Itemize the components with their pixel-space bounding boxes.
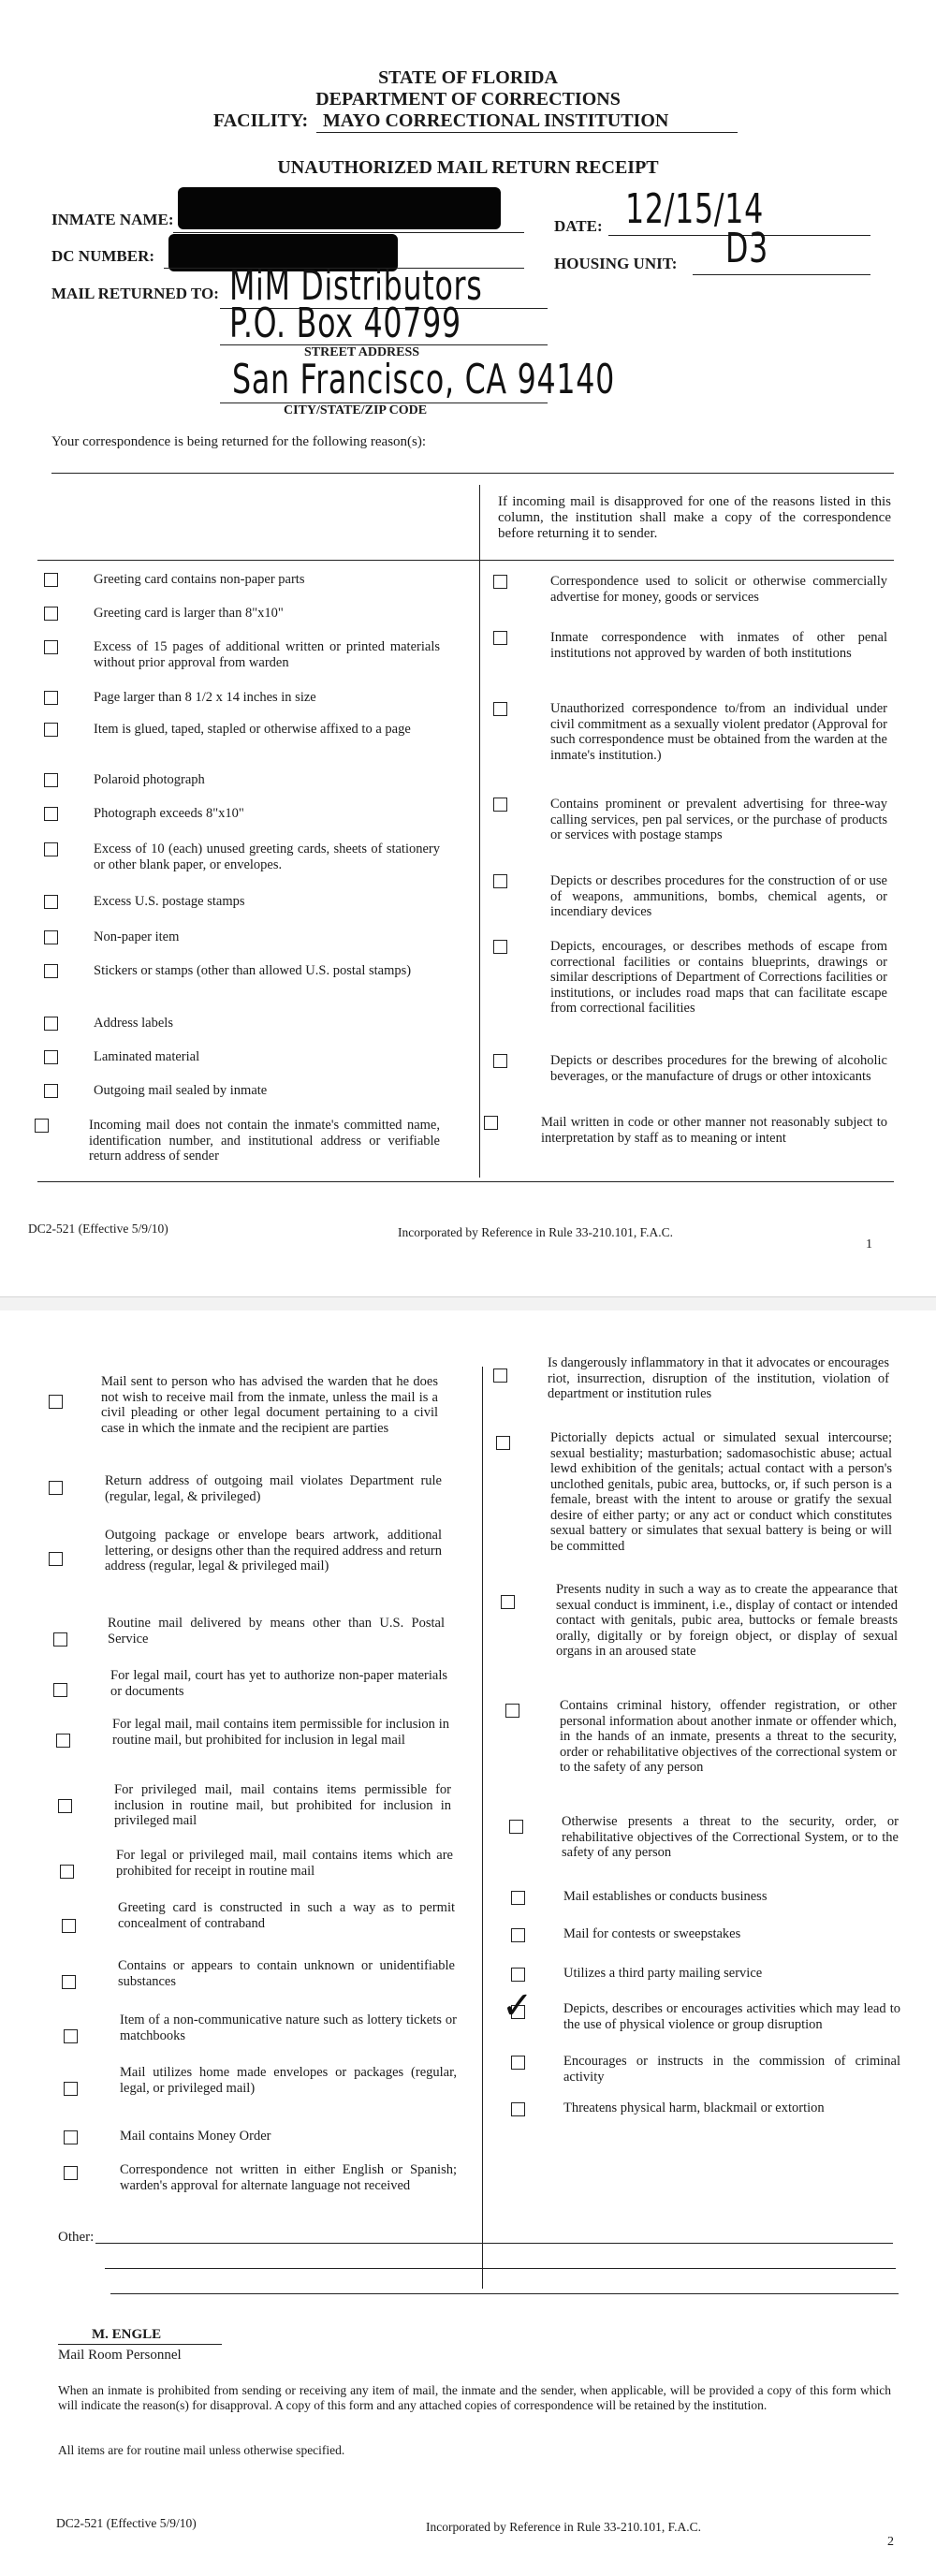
- reason-item: Mail establishes or conducts business: [563, 1889, 768, 1904]
- checkbox[interactable]: [44, 640, 58, 654]
- checkbox[interactable]: [493, 1368, 507, 1383]
- reason-item: Routine mail delivered by means other than U.S. Postal Service: [108, 1616, 445, 1647]
- checkbox[interactable]: [511, 1968, 525, 1982]
- checkbox[interactable]: [44, 964, 58, 978]
- facility-underline: [316, 132, 738, 133]
- form-number: DC2-521 (Effective 5/9/10): [28, 1222, 168, 1236]
- housing-unit-label: HOUSING UNIT:: [554, 255, 678, 272]
- checkbox[interactable]: [44, 1017, 58, 1031]
- checkbox[interactable]: [509, 1820, 523, 1834]
- staff-title: Mail Room Personnel: [58, 2348, 182, 2363]
- checkbox[interactable]: [44, 691, 58, 705]
- other-line-3[interactable]: [110, 2293, 899, 2294]
- reason-item: Mail written in code or other manner not reasonably subject to interpretation by staff as to meaning or intent: [541, 1115, 887, 1146]
- reason-item: Page larger than 8 1/2 x 14 inches in size: [94, 690, 316, 705]
- reason-item: Greeting card is larger than 8"x10": [94, 606, 284, 621]
- checkbox[interactable]: [493, 940, 507, 954]
- checkbox[interactable]: [493, 575, 507, 589]
- checkmark-icon: ✓: [502, 1984, 534, 2027]
- column-divider: [479, 485, 480, 1178]
- date-label: DATE:: [554, 217, 603, 235]
- reason-item: Excess of 10 (each) unused greeting cards, sheets of stationery or other blank paper, or envelopes.: [94, 842, 440, 872]
- checkbox[interactable]: [44, 607, 58, 621]
- checkbox[interactable]: [501, 1595, 515, 1609]
- facility-value: MAYO CORRECTIONAL INSTITUTION: [323, 110, 669, 131]
- reason-item: Contains prominent or prevalent advertising for three-way calling services, pen pal services, or the purchase of products or services with postage stamps: [550, 797, 887, 842]
- form-page-2: [0, 1310, 936, 2576]
- reason-item: Mail for contests or sweepstakes: [563, 1926, 741, 1941]
- checkbox[interactable]: [62, 1975, 76, 1989]
- checkbox[interactable]: [493, 874, 507, 888]
- right-column-note: If incoming mail is disapproved for one of the reasons listed in this column, the institution shall make a copy of the correspondence before returning it to sender.: [498, 494, 891, 541]
- reason-item: Presents nudity in such a way as to create the appearance that sexual conduct is imminent, i.e., display of contact or intended contact with genitals, pubic area, buttocks or female breasts orally, digitally or by foreign object, or display of sexual organs in an aroused state: [556, 1582, 898, 1659]
- checkbox[interactable]: [493, 798, 507, 812]
- reason-item: Excess of 15 pages of additional written or printed materials without prior approval from warden: [94, 639, 440, 670]
- reason-item: Contains criminal history, offender registration, or other personal information about another inmate or offender which, in the hands of an inmate, presents a threat to the security, order or rehabilitative objectives of the correctional system or to the safety of any person: [560, 1698, 897, 1775]
- reason-item: Incoming mail does not contain the inmate's committed name, identification number, and institutional address or verifiable return address of sender: [89, 1118, 440, 1164]
- reason-item: Correspondence not written in either English or Spanish; warden's approval for alternate language not received: [120, 2162, 457, 2193]
- reason-item: For privileged mail, mail contains items permissible for inclusion in routine mail, but prohibited for inclusion in privileged mail: [114, 1782, 451, 1828]
- checkbox[interactable]: [511, 1891, 525, 1905]
- staff-name: M. ENGLE: [92, 2327, 162, 2342]
- state-heading: STATE OF FLORIDA: [378, 67, 558, 88]
- checkbox[interactable]: [64, 2029, 78, 2043]
- rule-reference: Incorporated by Reference in Rule 33-210.101, F.A.C.: [398, 1225, 673, 1239]
- reason-item: Polaroid photograph: [94, 772, 205, 787]
- reason-item: Laminated material: [94, 1049, 200, 1064]
- checkbox[interactable]: [44, 930, 58, 944]
- routine-note: All items are for routine mail unless otherwise specified.: [58, 2443, 345, 2457]
- reason-item: Correspondence used to solicit or otherwise commercially advertise for money, goods or services: [550, 574, 887, 605]
- checkbox[interactable]: [49, 1552, 63, 1566]
- reason-item: Mail sent to person who has advised the warden that he does not wish to receive mail from the inmate, unless the mail is a civil pleading or other legal document pertaining to a civil case in which the inmate and the recipient are parties: [101, 1374, 438, 1436]
- reason-item: Excess U.S. postage stamps: [94, 894, 245, 909]
- reason-item: Greeting card is constructed in such a way as to permit concealment of contraband: [118, 1900, 455, 1931]
- column-divider: [482, 1367, 483, 2289]
- checkbox[interactable]: [44, 1050, 58, 1064]
- checkbox[interactable]: [44, 807, 58, 821]
- checkbox[interactable]: [511, 2056, 525, 2070]
- other-line-2[interactable]: [105, 2268, 896, 2269]
- staff-name-line: [58, 2344, 222, 2345]
- reason-item: For legal mail, court has yet to authorize non-paper materials or documents: [110, 1668, 447, 1699]
- checkbox[interactable]: [44, 723, 58, 737]
- reason-item: Threatens physical harm, blackmail or extortion: [563, 2100, 825, 2115]
- checkbox[interactable]: [44, 1084, 58, 1098]
- column-top-rule: [37, 560, 894, 561]
- checkbox[interactable]: [44, 573, 58, 587]
- department-heading: DEPARTMENT OF CORRECTIONS: [315, 89, 621, 110]
- other-line-1[interactable]: [95, 2243, 893, 2244]
- reason-item: Outgoing package or envelope bears artwork, additional lettering, or designs other than the required address and return address (regular, legal & privileged mail): [105, 1528, 442, 1573]
- reason-item: Inmate correspondence with inmates of other penal institutions not approved by warden of both institutions: [550, 630, 887, 661]
- reason-item: For legal mail, mail contains item permissible for inclusion in routine mail, but prohibited for inclusion in legal mail: [112, 1717, 449, 1748]
- reason-item: Is dangerously inflammatory in that it advocates or encourages riot, insurrection, disruption of the institution, violation of department or institution rules: [548, 1355, 889, 1401]
- checkbox[interactable]: [58, 1799, 72, 1813]
- facility-label: FACILITY:: [213, 110, 309, 131]
- reason-item: Item is glued, taped, stapled or otherwise affixed to a page: [94, 722, 411, 737]
- checkbox[interactable]: [44, 773, 58, 787]
- checkbox[interactable]: [493, 702, 507, 716]
- checkbox[interactable]: [511, 1928, 525, 1942]
- checkbox[interactable]: [62, 1919, 76, 1933]
- page-number: 2: [887, 2535, 894, 2549]
- reason-item: Mail utilizes home made envelopes or packages (regular, legal, or privileged mail): [120, 2065, 457, 2096]
- checkbox[interactable]: [53, 1632, 67, 1647]
- reason-item: Depicts, describes or encourages activities which may lead to the use of physical violence or group disruption: [563, 2001, 900, 2032]
- checkbox[interactable]: [511, 2102, 525, 2116]
- reason-item: Unauthorized correspondence to/from an individual under civil commitment as a sexually violent predator (Approval for such correspondence must be obtained from the warden at the inmate's institution.): [550, 701, 887, 763]
- reason-item: Return address of outgoing mail violates Department rule (regular, legal, & privileged): [105, 1473, 442, 1504]
- reason-item: Depicts or describes procedures for the construction of or use of weapons, ammunitions, bombs, chemical agents, or incendiary devices: [550, 873, 887, 919]
- column-bottom-rule: [37, 1181, 894, 1182]
- checkbox[interactable]: [49, 1395, 63, 1409]
- reason-item: Mail contains Money Order: [120, 2129, 271, 2144]
- reason-item: Item of a non-communicative nature such as lottery tickets or matchbooks: [120, 2012, 457, 2043]
- checkbox[interactable]: [53, 1683, 67, 1697]
- reason-item: Pictorially depicts actual or simulated sexual intercourse; sexual bestiality; masturbation; sadomasochistic abuse; actual lewd exhibition of the genitals; actual contact with a person's unclothed genitals, pubic area, buttocks, or, if such person is a female, breast with the intent to arouse or gratify the sexual desire of either party; or any act or conduct which constitutes sexual battery or simulates that sexual battery is being or will be committed: [550, 1430, 892, 1554]
- form-number: DC2-521 (Effective 5/9/10): [56, 2516, 197, 2530]
- reason-item: Greeting card contains non-paper parts: [94, 572, 305, 587]
- checkbox[interactable]: [35, 1119, 49, 1133]
- checkbox[interactable]: [60, 1865, 74, 1879]
- reason-item: For legal or privileged mail, mail contains items which are prohibited for receipt in routine mail: [116, 1848, 453, 1879]
- dc-number-label: DC NUMBER:: [51, 247, 155, 265]
- city-state-zip-label: CITY/STATE/ZIP CODE: [284, 403, 428, 417]
- reason-item: Encourages or instructs in the commission of criminal activity: [563, 2054, 900, 2085]
- checkbox[interactable]: [64, 2166, 78, 2180]
- reason-item: Photograph exceeds 8"x10": [94, 806, 244, 821]
- checkbox[interactable]: [505, 1704, 519, 1718]
- reason-item: Otherwise presents a threat to the security, order, or rehabilitative objectives of the Correctional System, or to the safety of any person: [562, 1814, 899, 1860]
- rule-reference: Incorporated by Reference in Rule 33-210.101, F.A.C.: [426, 2520, 701, 2534]
- inmate-name-line: [173, 232, 524, 233]
- page-number: 1: [866, 1237, 872, 1251]
- housing-unit-line: [693, 274, 870, 275]
- checkbox[interactable]: [64, 2130, 78, 2144]
- notice-text: When an inmate is prohibited from sending or receiving any item of mail, the inmate and the sender, when applicable, will be provided a copy of this form which will indicate the reason(s) for disapproval. A copy of this form and any attached copies of correspondence will be retained by the institution.: [58, 2383, 891, 2412]
- checkbox[interactable]: [44, 842, 58, 856]
- reason-item: Non-paper item: [94, 929, 180, 944]
- other-label: Other:: [58, 2230, 95, 2245]
- reason-item: Depicts, encourages, or describes methods of escape from correctional facilities or contains blueprints, drawings or similar descriptions of Department of Corrections facilities or institutions, or includes road maps that can facilitate escape from correctional facilities: [550, 939, 887, 1016]
- inmate-name-label: INMATE NAME:: [51, 211, 174, 228]
- street-address-label: STREET ADDRESS: [304, 345, 420, 359]
- reason-item: Stickers or stamps (other than allowed U.S. postal stamps): [94, 963, 412, 978]
- intro-underline: [51, 473, 894, 474]
- addressee-value: MiM Distributors: [229, 262, 483, 310]
- checkbox[interactable]: [484, 1116, 498, 1130]
- date-value: 12/15/14: [625, 185, 765, 233]
- reason-item: Contains or appears to contain unknown or unidentifiable substances: [118, 1958, 455, 1989]
- reason-item: Outgoing mail sealed by inmate: [94, 1083, 268, 1098]
- reason-item: Utilizes a third party mailing service: [563, 1966, 763, 1981]
- reason-item: Address labels: [94, 1016, 173, 1031]
- housing-unit-value: D3: [725, 225, 768, 272]
- checkbox[interactable]: [64, 2082, 78, 2096]
- checkbox[interactable]: [496, 1436, 510, 1450]
- intro-text: Your correspondence is being returned for the following reason(s):: [51, 434, 427, 449]
- mail-returned-label: MAIL RETURNED TO:: [51, 285, 219, 302]
- checkbox[interactable]: [56, 1734, 70, 1748]
- checkbox[interactable]: [44, 895, 58, 909]
- form-title: UNAUTHORIZED MAIL RETURN RECEIPT: [277, 157, 659, 178]
- checkbox[interactable]: [493, 631, 507, 645]
- reason-item: Depicts or describes procedures for the brewing of alcoholic beverages, or the manufacture of drugs or other intoxicants: [550, 1053, 887, 1084]
- city-value: San Francisco, CA 94140: [232, 356, 615, 403]
- checkbox[interactable]: [493, 1054, 507, 1068]
- checkbox[interactable]: [49, 1481, 63, 1495]
- street-value: P.O. Box 40799: [229, 300, 461, 347]
- redaction-box: [178, 187, 501, 229]
